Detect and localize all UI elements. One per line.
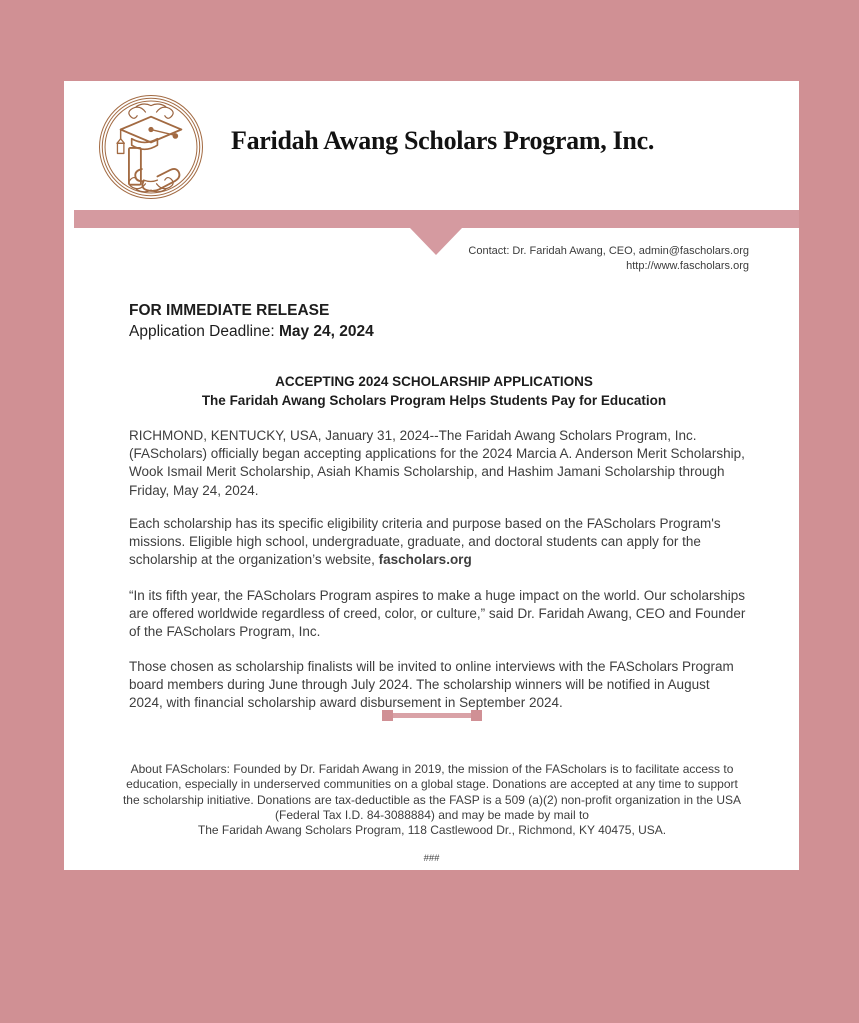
organization-name: Faridah Awang Scholars Program, Inc. [231, 126, 655, 155]
organization-logo [95, 90, 207, 204]
deadline-label: Application Deadline: [129, 323, 279, 340]
divider-square-left [382, 710, 393, 721]
end-mark: ### [423, 853, 440, 864]
deadline-date: May 24, 2024 [278, 323, 374, 340]
paragraph-2-text: Each scholarship has its specific eligibility criteria and purpose based on the FAScholars Program's missions. Eligible high school, undergraduate, graduate, and doctoral students can apply for the scholarship at the organization’s website, [129, 516, 721, 568]
divider-line [393, 713, 471, 718]
mailing-address: The Faridah Awang Scholars Program, 118 Castlewood Dr., Richmond, KY 40475, USA. [197, 823, 667, 838]
headline-block [123, 373, 745, 410]
contact-website: http://www.fascholars.org [626, 259, 749, 272]
graduation-cap-hand-icon [95, 90, 207, 204]
headline-subtitle: The Faridah Awang Scholars Program Helps Students Pay for Education [201, 392, 667, 408]
divider-square-right [471, 710, 482, 721]
banner-arrow-down-icon [410, 228, 462, 255]
decorative-divider [64, 710, 799, 721]
body-paragraph-4: Those chosen as scholarship finalists will be invited to online interviews with the FAScholars Program board members during June through July 2024. The scholarship winners will be notified in August 2024, with financial scholarship award disbursement in September 2024. [129, 659, 734, 711]
application-deadline [129, 321, 374, 342]
release-block [129, 300, 374, 342]
about-text: About FAScholars: Founded by Dr. Faridah Awang in 2019, the mission of the FAScholars is to facilitate access to education, especially in underserved communities on a global stage. Donations are accepted at any time to support the scholarship initiative. Donations are tax-deductible as the FASP is a 509 (a)(2) non-profit organization in the USA (Federal Tax I.D. 84-3088884) and may be made by mail to [122, 762, 742, 822]
contact-block [468, 244, 749, 273]
release-label: FOR IMMEDIATE RELEASE [129, 302, 330, 319]
body-paragraph-3: “In its fifth year, the FAScholars Program aspires to make a huge impact on the world. Our scholarships are offered worldwide regardless of creed, color, or culture,” said Dr. Faridah Awang, CEO and Founder of the FAScholars Program, Inc. [129, 588, 746, 640]
body-paragraph-1: RICHMOND, KENTUCKY, USA, January 31, 2024--The Faridah Awang Scholars Program, Inc. (FAScholars) officially began accepting applications for the 2024 Marcia A. Anderson Merit Scholarship, Wook Ismail Merit Scholarship, Asiah Khamis Scholarship, and Hashim Jamani Scholarship through Friday, May 24, 2024. [129, 428, 745, 498]
about-block [122, 762, 742, 838]
banner-strip [74, 210, 799, 228]
paragraph-2-website: fascholars.org [378, 552, 472, 568]
press-release-document [64, 81, 799, 870]
contact-line: Contact: Dr. Faridah Awang, CEO, admin@fascholars.org [468, 245, 749, 257]
body-paragraph-2 [129, 515, 747, 570]
headline-title: ACCEPTING 2024 SCHOLARSHIP APPLICATIONS [275, 374, 593, 389]
